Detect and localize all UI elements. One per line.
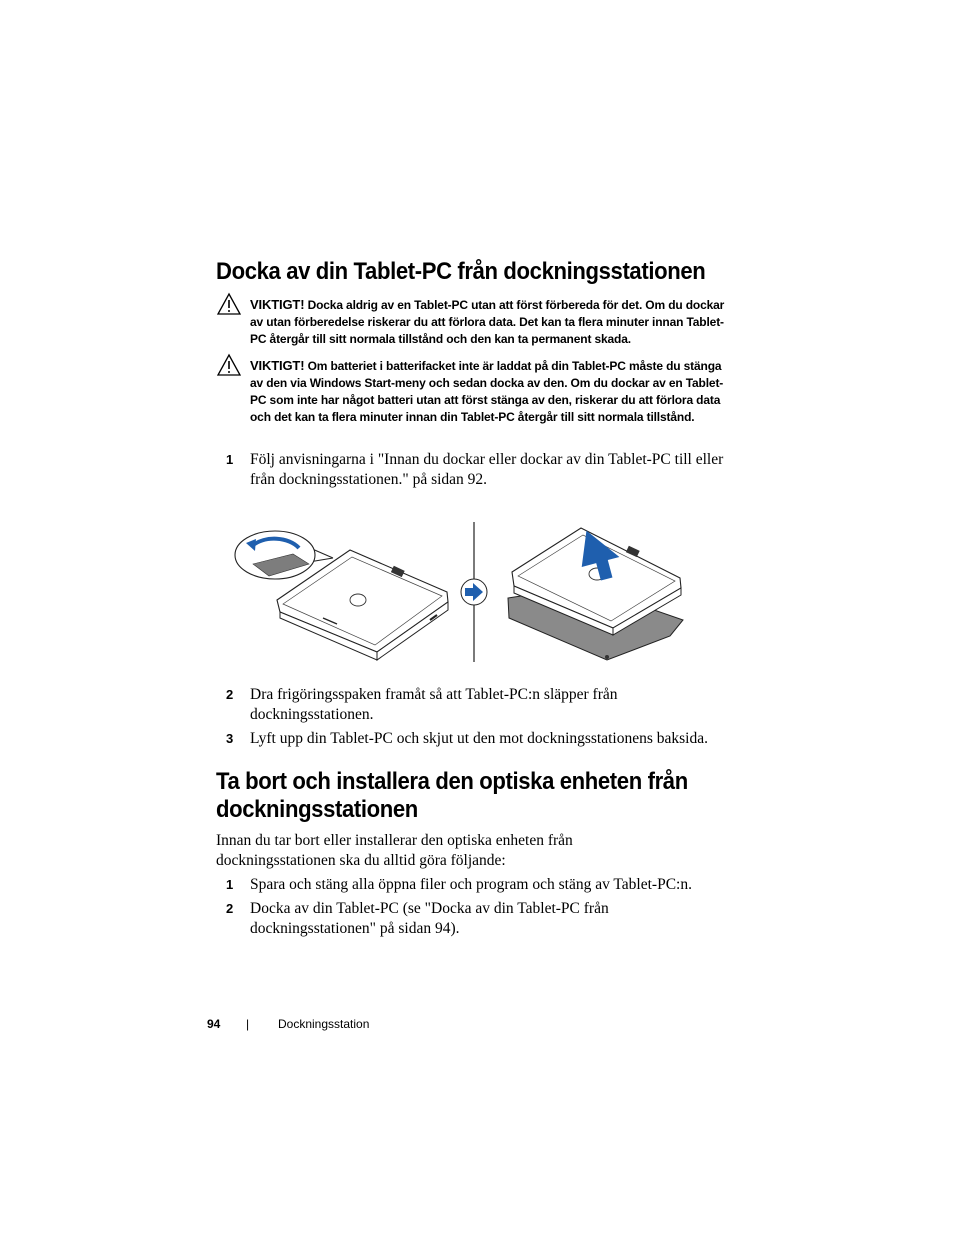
step-number: 1 — [226, 877, 234, 892]
step-number: 2 — [226, 901, 234, 916]
caution-label: VIKTIGT! — [250, 358, 305, 373]
caution-label: VIKTIGT! — [250, 297, 305, 312]
footer-section-name: Dockningsstation — [278, 1017, 370, 1031]
undock-illustration — [225, 518, 695, 666]
caution-notice-2-text: VIKTIGT! Om batteriet i batterifacket inte är laddat på din Tablet-PC måste du stänga av den via Windows Start-meny och sedan docka av den. Om du dockar av en Tablet-PC som inte har något batteri utan att först stänga av den, riskerar du att förlora data och det kan ta flera minuter innan din Tablet-PC återgår till sitt normala tillstånd. — [250, 358, 724, 424]
section-heading-undock: Docka av din Tablet-PC från dockningsstationen — [216, 258, 706, 285]
caution-notice-2 — [216, 353, 736, 445]
step-text: Lyft upp din Tablet-PC och skjut ut den mot dockningsstationens baksida. — [250, 730, 708, 747]
step-number: 2 — [226, 687, 234, 702]
page-number: 94 — [207, 1017, 221, 1031]
step-text: Spara och stäng alla öppna filer och program och stäng av Tablet-PC:n. — [250, 876, 692, 893]
section-intro: Innan du tar bort eller installerar den optiska enheten från dockningsstationen ska du alltid göra följande: — [216, 832, 573, 869]
section-heading-optical-drive: Ta bort och installera den optiska enheten från dockningsstationen — [216, 768, 688, 823]
list-item — [216, 729, 736, 749]
caution-notice-1-text: VIKTIGT! Docka aldrig av en Tablet-PC utan att först förbereda för det. Om du dockar av utan förberedelse riskerar du att förlora data. Det kan ta flera minuter innan Tablet-PC återgår till sitt normala tillstånd och den kan ta permanent skada. — [250, 297, 725, 346]
caution-notice-1 — [216, 292, 736, 348]
caution-icon — [216, 353, 242, 377]
next-arrow-icon — [461, 579, 487, 605]
tablet-on-dock-drawing — [235, 531, 448, 660]
footer-separator: | — [246, 1017, 250, 1031]
list-item — [216, 899, 736, 939]
caution-icon — [216, 292, 242, 316]
step-number: 3 — [226, 731, 234, 746]
list-item — [216, 450, 736, 490]
step-text: Följ anvisningarna i "Innan du dockar eller dockar av din Tablet-PC till eller från dockningsstationen." på sidan 92. — [250, 451, 724, 488]
step-text: Docka av din Tablet-PC (se "Docka av din Tablet-PC från dockningsstationen" på sidan 94). — [250, 900, 609, 937]
step-number: 1 — [226, 452, 234, 467]
list-item — [216, 875, 736, 895]
list-item — [216, 685, 736, 725]
step-text: Dra frigöringsspaken framåt så att Tablet-PC:n släpper från dockningsstationen. — [250, 686, 618, 723]
